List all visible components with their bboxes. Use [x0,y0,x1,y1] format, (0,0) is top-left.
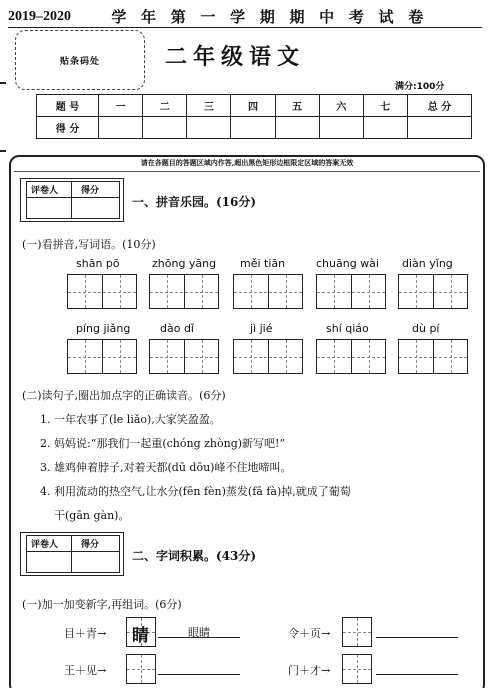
score-header-cell: 总 分 [408,95,472,117]
pinyin-prompt: měi tiān [240,257,286,270]
title-char: 卷 [408,8,424,26]
score-input-cell[interactable] [99,117,143,139]
sentence: 3. 雄鸡伸着脖子,对着天都(dū dōu)峰不住地啼叫。 [40,461,292,474]
pinyin-prompt: zhōng yāng [152,257,217,270]
barcode-area [15,30,145,90]
section-1-part-2: (二)读句子,圈出加点字的正确读音。(6分) [22,389,226,402]
score-header-cell: 题 号 [37,95,99,117]
page-title: 二年级语文 [165,44,306,70]
pinyin-prompt: dào dǐ [160,322,194,335]
writing-box[interactable] [316,274,386,309]
score-input-cell[interactable] [363,117,407,139]
title-char: 试 [378,8,394,26]
writing-box[interactable] [149,339,219,374]
title-char: 一 [200,8,216,26]
writing-box[interactable] [67,274,137,309]
score-label: 得分 [81,186,100,196]
score-header-cell: 二 [143,95,187,117]
score-input-cell[interactable] [231,117,275,139]
score-input-cell[interactable] [275,117,319,139]
writing-box[interactable] [398,274,468,309]
writing-box[interactable] [233,274,303,309]
score-header-cell: 六 [319,95,363,117]
pinyin-prompt: shān pō [76,257,120,270]
answer-notice: 请在各题目的答题区域内作答,超出黑色矩形边框限定区域的答案无效 [14,158,480,172]
char-answer: 睛 [132,626,149,646]
word-answer[interactable] [158,661,240,675]
char-formula: 令＋页→ [288,627,331,640]
title-char: 第 [170,8,186,26]
pinyin-prompt: jì jié [250,322,273,335]
char-box[interactable] [126,654,156,684]
full-score: 满分:100分 [395,82,445,92]
score-header-cell: 三 [187,95,231,117]
char-box[interactable] [126,617,156,647]
sentence: 2. 妈妈说:“那我们一起重(chóng zhòng)新写吧!” [40,437,286,450]
writing-box[interactable] [398,339,468,374]
score-row-label: 得 分 [37,117,99,139]
char-formula: 目＋青→ [64,627,107,640]
title-char: 考 [348,8,364,26]
title-char: 中 [319,8,335,26]
barcode-label: 贴条码处 [59,56,100,67]
grader-label: 评卷人 [31,186,59,196]
title-char: 期 [259,8,275,26]
margin-tick [0,82,6,84]
score-header-cell: 一 [99,95,143,117]
title-char: 学 [111,8,127,26]
exam-year: 2019–2020 [8,8,71,24]
score-input-cell[interactable] [319,117,363,139]
writing-box[interactable] [67,339,137,374]
margin-tick [0,150,6,152]
sentence: 1. 一年农事了(le liǎo),大家笑盈盈。 [40,413,221,426]
title-char: 年 [141,8,157,26]
sentence: 4. 利用流动的热空气,让水分(fēn fèn)蒸发(fā fà)掉,就成了葡萄 [40,485,351,498]
title-char: 学 [230,8,246,26]
score-input-cell[interactable] [187,117,231,139]
section-1-part-1: (一)看拼音,写词语。(10分) [22,238,156,251]
pinyin-prompt: píng jiǎng [76,322,131,335]
char-box[interactable] [342,654,372,684]
sentence: 干(gān gàn)。 [54,509,130,522]
score-input-cell[interactable] [408,117,472,139]
section-2-title: 二、字词积累。(43分) [132,549,257,563]
score-header-cell: 五 [275,95,319,117]
section-1-title: 一、拼音乐园。(16分) [132,195,257,209]
word-answer[interactable]: 眼睛 [158,624,240,638]
grader-box [20,532,124,576]
writing-box[interactable] [233,339,303,374]
score-header-cell: 七 [363,95,407,117]
section-2-part-1: (一)加一加变新字,再组词。(6分) [22,598,182,611]
word-answer[interactable] [376,661,458,675]
exam-header [8,6,482,28]
char-box[interactable] [342,617,372,647]
char-formula: 王＋见→ [64,664,107,677]
pinyin-prompt: chuāng wài [316,257,379,270]
title-char: 期 [289,8,305,26]
grader-label: 评卷人 [31,540,59,550]
score-label: 得分 [81,540,100,550]
pinyin-prompt: shí qiáo [326,322,369,335]
score-header-cell: 四 [231,95,275,117]
word-answer[interactable] [376,624,458,638]
char-formula: 门＋才→ [288,664,331,677]
writing-box[interactable] [316,339,386,374]
pinyin-prompt: diàn yǐng [402,257,453,270]
score-input-cell[interactable] [143,117,187,139]
writing-box[interactable] [149,274,219,309]
score-table [36,94,472,139]
grader-box [20,178,124,222]
pinyin-prompt: dù pí [412,322,440,335]
